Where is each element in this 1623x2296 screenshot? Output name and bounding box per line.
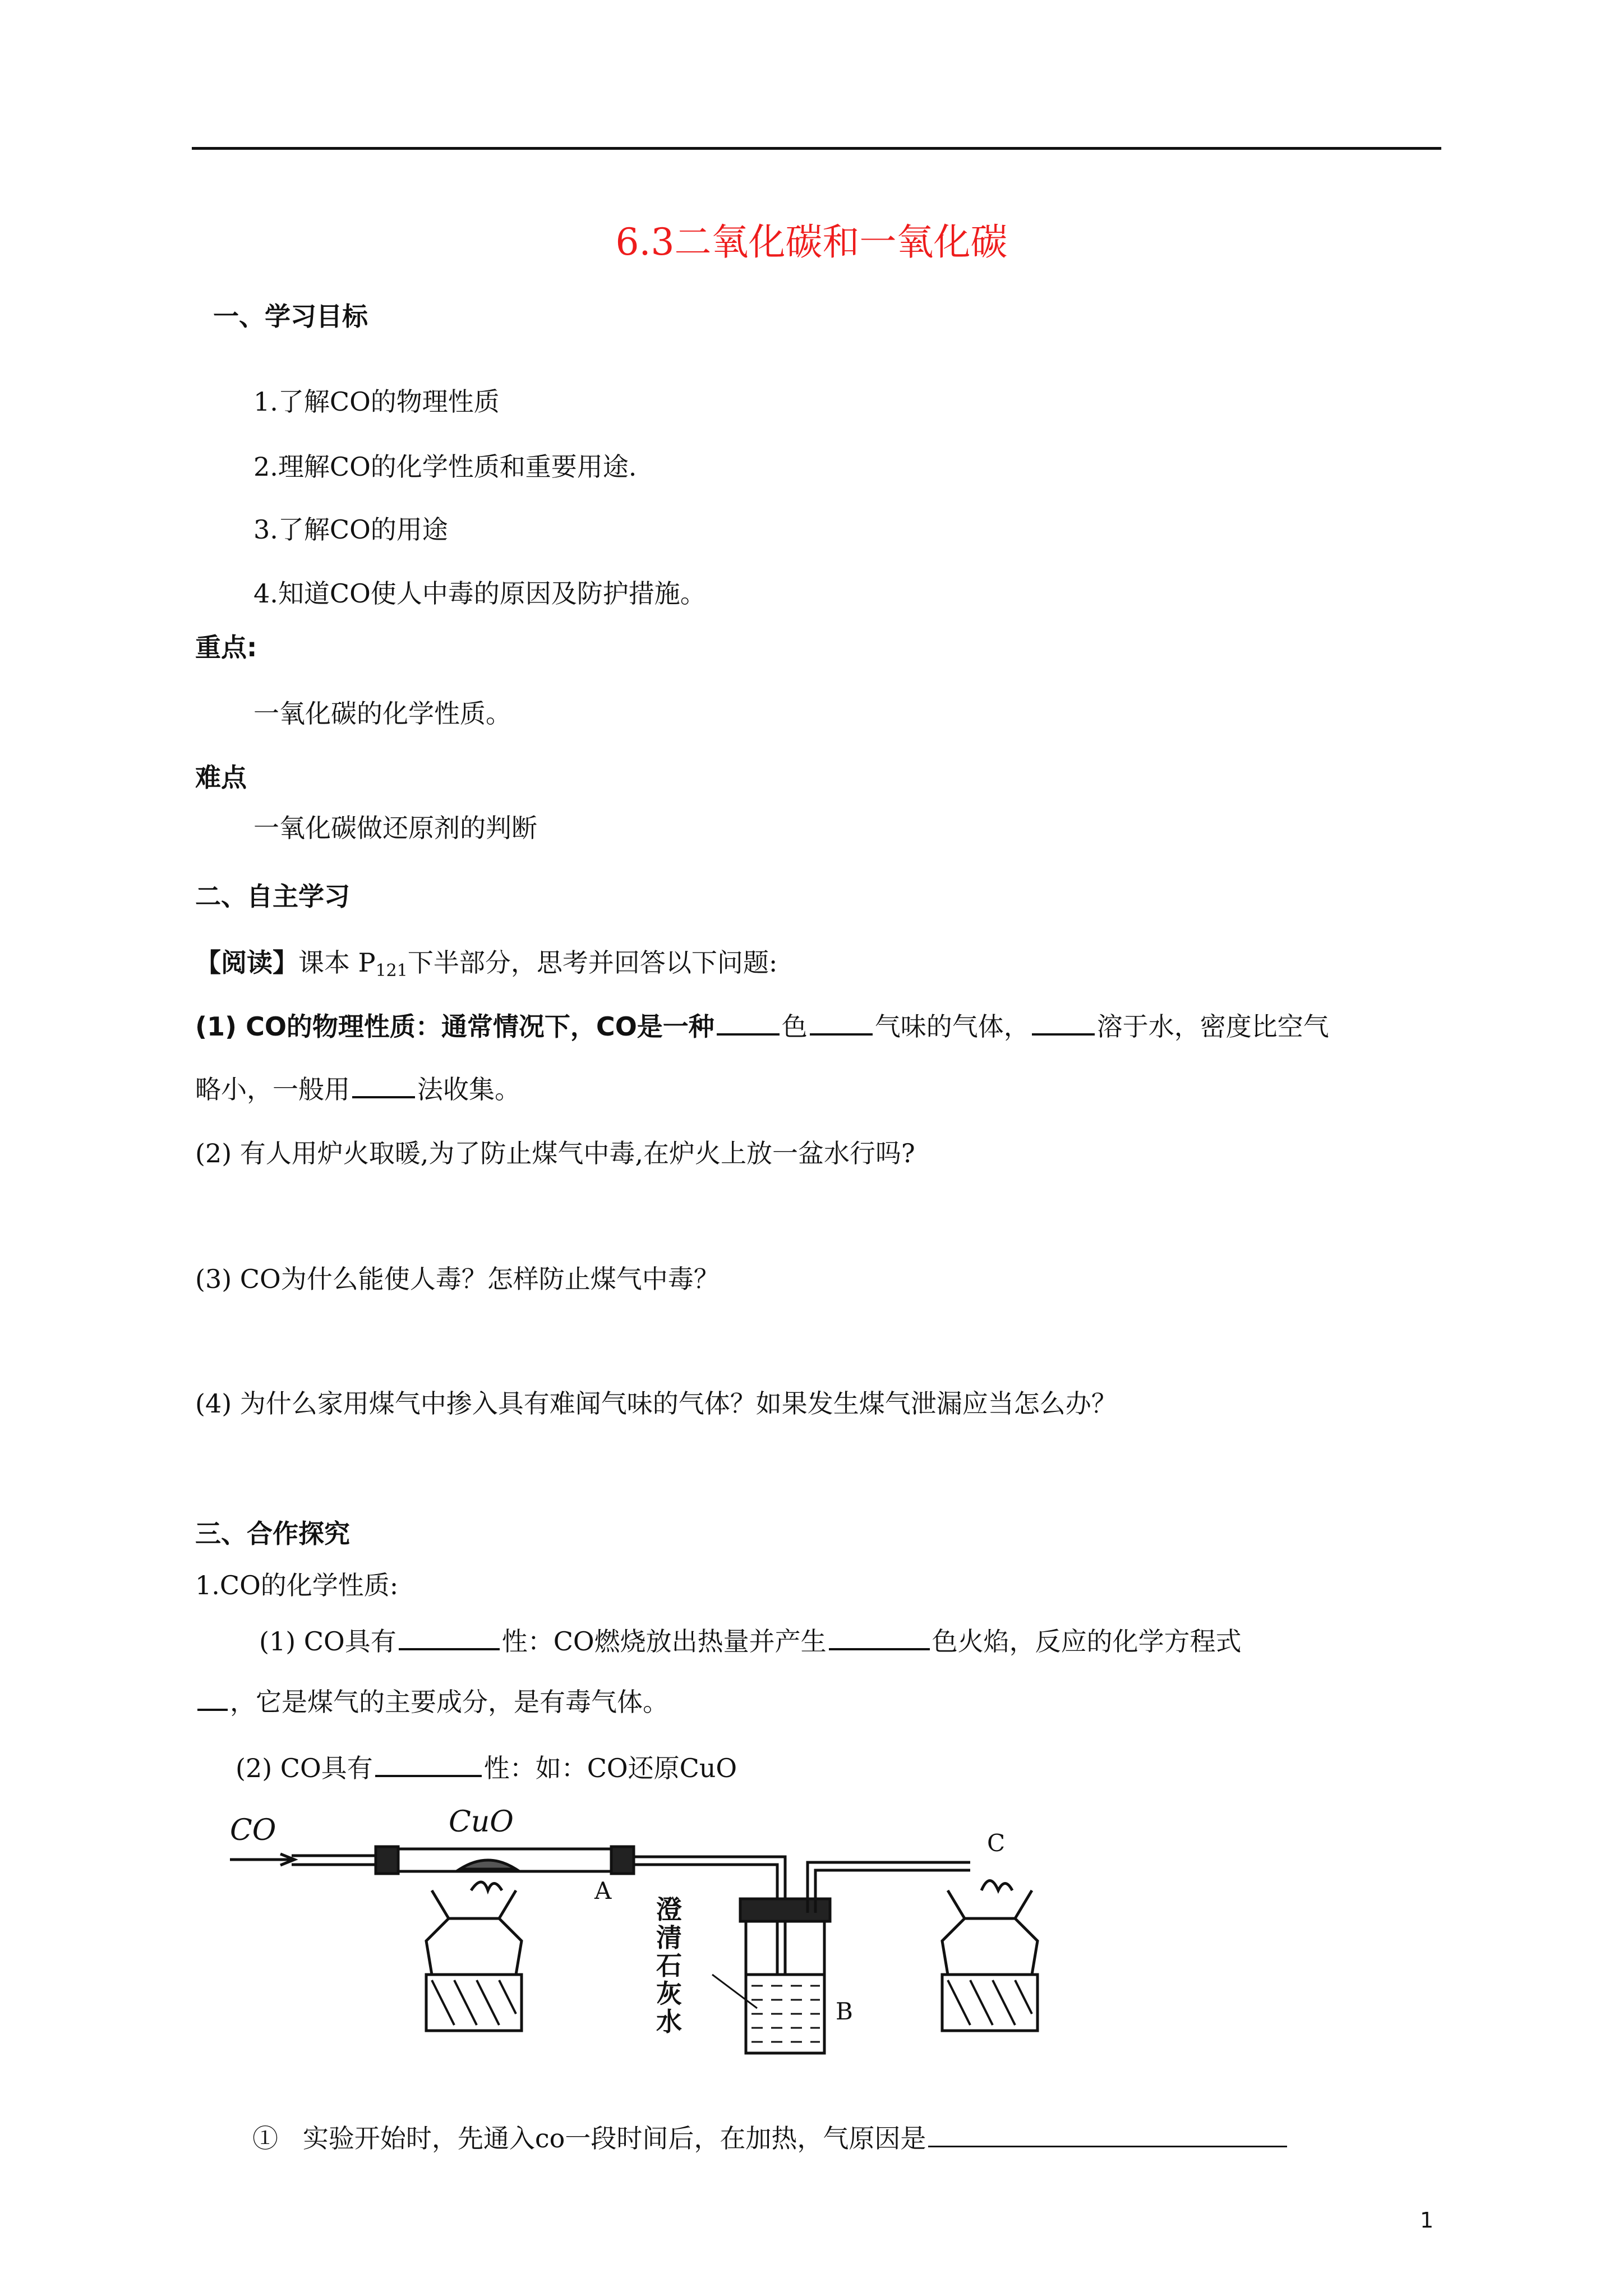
answer-blank[interactable] — [197, 1684, 228, 1711]
section-heading-self-study: 二、自主学习 — [195, 881, 350, 912]
label-limewater-char: 石 — [656, 1950, 682, 1981]
question-1-line-1 — [195, 1006, 1329, 1043]
goal-item: 1.了解CO的物理性质 — [253, 386, 500, 417]
p1-part-a: (1) CO具有 — [259, 1626, 396, 1657]
answer-blank[interactable] — [352, 1071, 415, 1098]
answer-blank[interactable] — [810, 1009, 873, 1036]
p1-part-c: 色火焰，反应的化学方程式 — [932, 1626, 1242, 1657]
label-b: B — [836, 1998, 853, 2025]
question-2: (2) 有人用炉火取暖,为了防止煤气中毒,在炉火上放一盆水行吗? — [195, 1138, 915, 1168]
goal-item: 3.了解CO的用途 — [253, 514, 448, 545]
step-1-number: ① — [252, 2123, 278, 2154]
property-2-line — [236, 1748, 737, 1785]
section-heading-cooperation: 三、合作探究 — [195, 1519, 350, 1549]
label-a: A — [594, 1877, 612, 1904]
difficulty-label: 难点 — [195, 762, 247, 793]
page-title: 6.3二氧化碳和一氧化碳 — [615, 220, 1008, 264]
step-1-text: 实验开始时，先通入co一段时间后，在加热，气原因是 — [302, 2123, 926, 2154]
section-heading-goals: 一、学习目标 — [213, 301, 368, 332]
label-limewater-char: 澄 — [656, 1894, 682, 1925]
co-reduction-apparatus-diagram — [224, 1806, 1066, 2076]
step-1-line — [252, 2118, 1289, 2155]
question-3: (3) CO为什么能使人毒？怎样防止煤气中毒？ — [195, 1264, 720, 1294]
answer-blank[interactable] — [829, 1623, 930, 1650]
answer-blank[interactable] — [928, 2121, 1287, 2147]
answer-blank[interactable] — [1032, 1009, 1095, 1036]
goal-item: 4.知道CO使人中毒的原因及防护措施。 — [253, 578, 706, 609]
label-limewater-char: 灰 — [656, 1978, 682, 2009]
q1-part-d: 溶于水，密度比空气 — [1096, 1011, 1329, 1042]
q1-part-f: 法收集。 — [417, 1074, 520, 1105]
q1-part-e: 略小，一般用 — [195, 1074, 350, 1105]
cooperation-item-1: 1.CO的化学性质: — [195, 1570, 399, 1600]
question-4: (4) 为什么家用煤气中掺入具有难闻气味的气体？如果发生煤气泄漏应当怎么办？ — [195, 1388, 1117, 1419]
q1-part-c: 气味的气体， — [874, 1011, 1030, 1042]
p1-part-d: ，它是煤气的主要成分，是有毒气体。 — [230, 1687, 668, 1717]
answer-blank[interactable] — [375, 1750, 482, 1777]
property-1-line-2 — [195, 1682, 668, 1719]
label-c: C — [987, 1829, 1006, 1857]
difficulty-text: 一氧化碳做还原剂的判断 — [253, 813, 537, 843]
reading-line — [195, 942, 777, 981]
reading-post: 下半部分，思考并回答以下问题: — [407, 947, 778, 978]
question-1-line-2 — [195, 1069, 520, 1106]
q1-part-a: (1) CO的物理性质：通常情况下，CO是一种 — [195, 1011, 714, 1042]
page-number: 1 — [1420, 2208, 1434, 2233]
p2-part-b: 性：如：CO还原CuO — [483, 1753, 737, 1783]
answer-blank[interactable] — [717, 1009, 780, 1036]
p2-part-a: (2) CO具有 — [236, 1753, 373, 1783]
label-cuo: CuO — [449, 1806, 514, 1839]
reading-label: 【阅读】 — [195, 947, 298, 978]
goal-item: 2.理解CO的化学性质和重要用途. — [253, 452, 637, 482]
reading-pre: 课本 P — [298, 947, 376, 978]
key-point-label: 重点: — [195, 632, 257, 662]
key-point-text: 一氧化碳的化学性质。 — [253, 698, 511, 729]
label-co: CO — [230, 1814, 276, 1847]
header-rule — [192, 147, 1441, 150]
label-limewater-char: 水 — [656, 2007, 682, 2037]
q1-part-b: 色 — [781, 1011, 808, 1042]
label-limewater-char: 清 — [656, 1922, 682, 1953]
property-1-line-1 — [259, 1621, 1242, 1658]
answer-blank[interactable] — [399, 1623, 500, 1650]
p1-part-b: 性：CO燃烧放出热量并产生 — [501, 1626, 827, 1657]
reading-page-subscript: 121 — [375, 961, 408, 981]
